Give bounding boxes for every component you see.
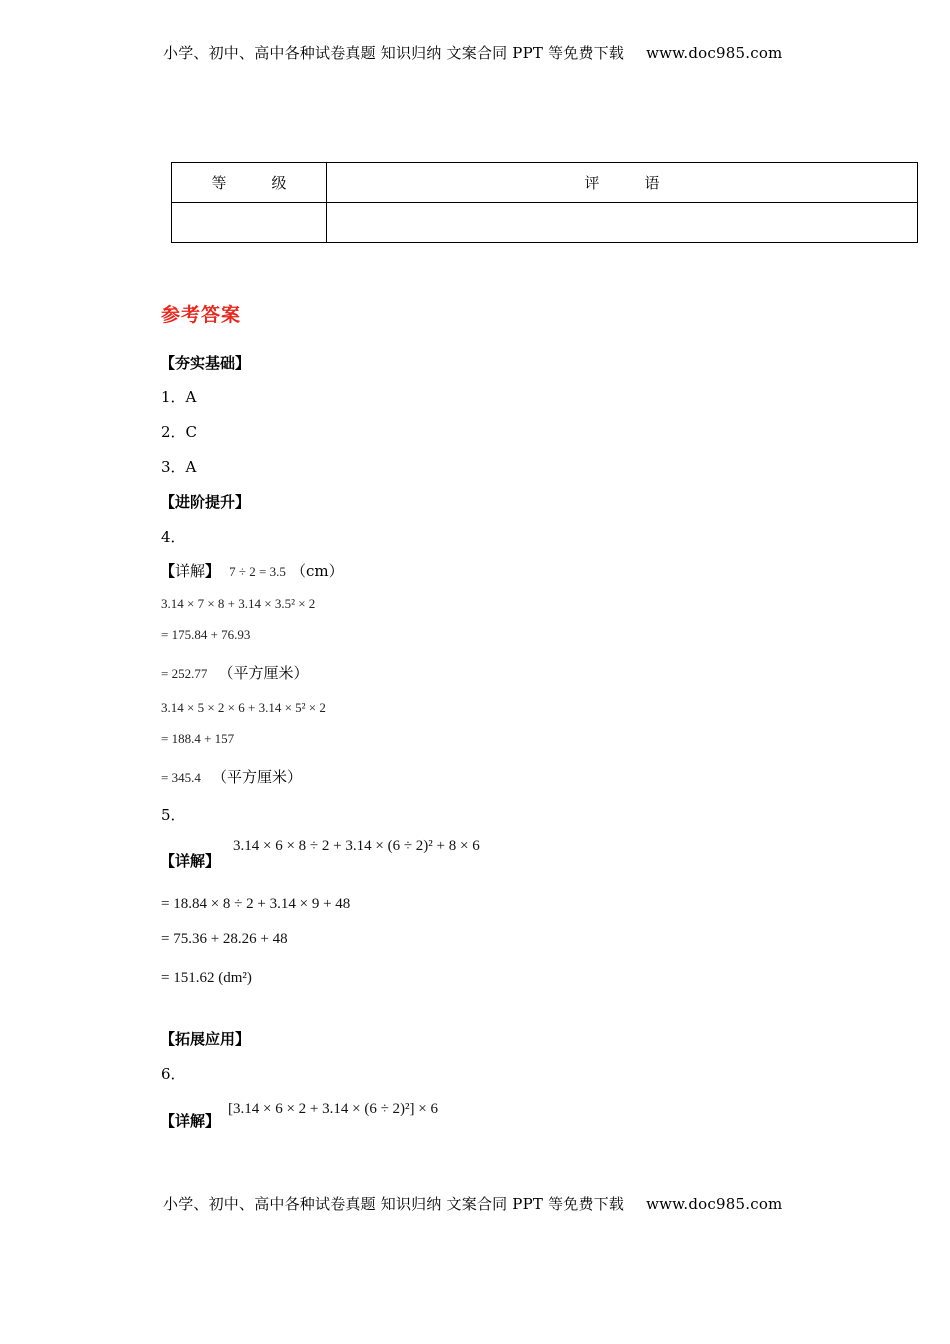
answers-title: 参考答案 <box>161 304 242 326</box>
page-footer <box>163 1193 782 1214</box>
q4-line-7 <box>161 766 302 787</box>
q5-formula-2: = 18.84 × 8 ÷ 2 + 3.14 × 9 + 48 <box>161 896 351 912</box>
q6-number: 6． <box>161 1065 186 1083</box>
q4-unit-4: （平方厘米） <box>218 664 309 682</box>
comment-header: 评 语 <box>327 163 918 203</box>
section-advanced: 【进阶提升】 <box>160 493 251 511</box>
header-site-link[interactable]: www.doc985.com <box>646 44 783 62</box>
grade-header: 等 级 <box>172 163 327 203</box>
footer-site-link[interactable]: www.doc985.com <box>646 1195 783 1213</box>
q4-unit-7: （平方厘米） <box>211 768 302 786</box>
q5-number: 5． <box>161 806 186 824</box>
q4-unit-1: （cm） <box>290 562 344 580</box>
answer-2: 2．C <box>161 423 198 441</box>
q5-formula-3: = 75.36 + 28.26 + 48 <box>161 931 288 947</box>
page-header <box>163 42 782 63</box>
q4-formula-4: = 252.77 <box>161 666 208 681</box>
section-extension: 【拓展应用】 <box>160 1030 251 1048</box>
q5-formula-4: = 151.62 (dm²) <box>161 970 252 986</box>
q5-formula-1: 3.14 × 6 × 8 ÷ 2 + 3.14 × (6 ÷ 2)² + 8 × 6 <box>233 838 480 854</box>
q6-formula-1: [3.14 × 6 × 2 + 3.14 × (6 ÷ 2)²] × 6 <box>228 1101 439 1117</box>
footer-text: 小学、初中、高中各种试卷真题 知识归纳 文案合同 PPT 等免费下载 <box>163 1195 625 1213</box>
q4-formula-2: 3.14 × 7 × 8 + 3.14 × 3.5² × 2 <box>161 596 316 611</box>
q6-detail-label: 【详解】 <box>160 1112 221 1130</box>
q4-formula-3: = 175.84 + 76.93 <box>161 627 251 642</box>
q5-detail-label: 【详解】 <box>160 852 221 870</box>
header-text: 小学、初中、高中各种试卷真题 知识归纳 文案合同 PPT 等免费下载 <box>163 44 625 62</box>
q4-detail-label: 【详解】 <box>160 562 221 580</box>
grade-value-cell <box>172 203 327 243</box>
answer-1: 1．A <box>161 388 197 406</box>
answer-3: 3．A <box>161 458 197 476</box>
grade-table <box>171 162 918 243</box>
q4-number: 4． <box>161 528 186 546</box>
q4-formula-1: 7 ÷ 2 = 3.5 <box>229 564 286 579</box>
q4-formula-5: 3.14 × 5 × 2 × 6 + 3.14 × 5² × 2 <box>161 700 326 715</box>
q4-detail-line <box>160 560 344 581</box>
q4-formula-6: = 188.4 + 157 <box>161 731 235 746</box>
q4-line-4 <box>161 662 308 683</box>
comment-value-cell <box>327 203 918 243</box>
section-basic: 【夯实基础】 <box>160 354 251 372</box>
q4-formula-7: = 345.4 <box>161 770 201 785</box>
